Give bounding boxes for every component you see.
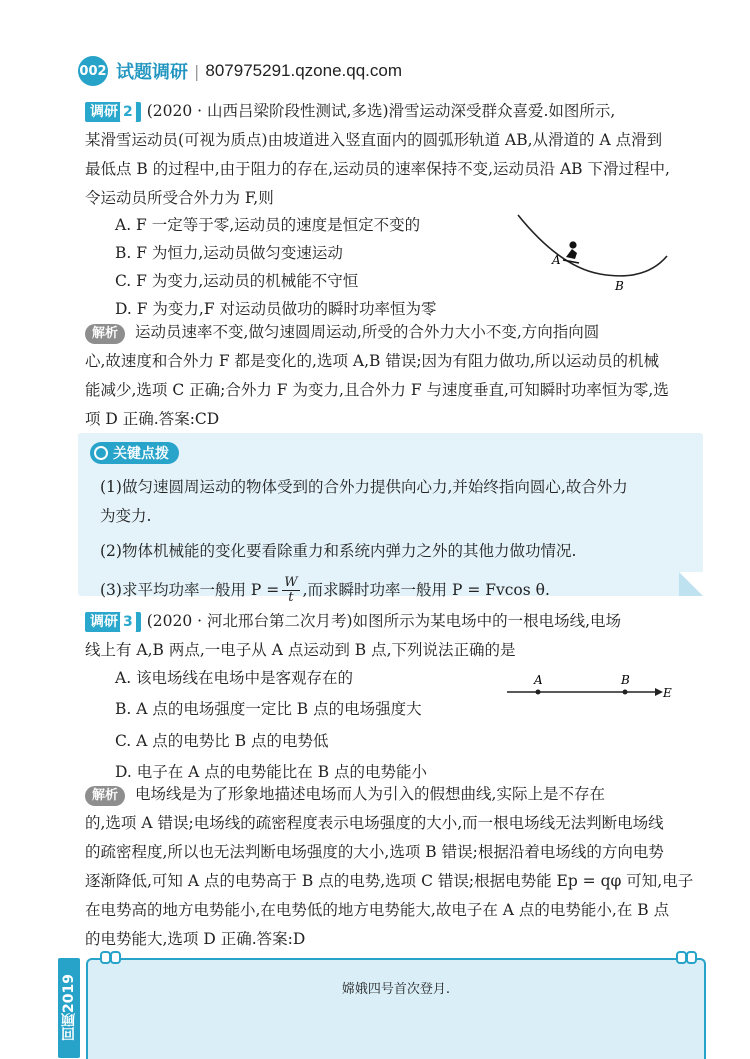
- field-label-a: A: [534, 673, 543, 687]
- review-note-text: 嫦娥四号首次登月.: [341, 982, 451, 997]
- question-3-option-a: A. 该电场线在电场中是客观存在的: [115, 669, 354, 687]
- header-separator: |: [194, 61, 200, 81]
- analysis-line: 的疏密程度,所以也无法判断电场强度的大小,选项 B 错误;根据沿着电场线的方向电势: [85, 843, 664, 861]
- field-label-b: B: [621, 673, 630, 687]
- analysis-line: 在电势高的地方电势能小,在电势低的地方电势能大,故电子在 A 点的电势能小,在 B 点: [85, 901, 670, 919]
- question-3-line-1: (2020 · 河北邢台第二次月考)如图所示为某电场中的一根电场线,电场: [146, 612, 622, 630]
- question-2-stem: [85, 97, 675, 213]
- analysis-line: 能减少,选项 C 正确;合外力 F 为变力,且合外力 F 与速度垂直,可知瞬时功率恒为零,选: [85, 381, 669, 399]
- field-line-figure: [505, 670, 675, 704]
- binder-ring: [110, 951, 121, 964]
- key-points-content: [100, 473, 680, 605]
- point-a-dot: [536, 690, 541, 695]
- analysis-label: 解析: [85, 786, 125, 806]
- question-3-line-2: 线上有 A,B 两点,一电子从 A 点运动到 B 点,下列说法正确的是: [85, 641, 516, 659]
- review-note-box: [86, 958, 706, 1059]
- key-point-line: (2)物体机械能的变化要看除重力和系统内弹力之外的其他力做功情况.: [100, 542, 577, 560]
- analysis-line: 心,故速度和合外力 F 都是变化的,选项 A,B 错误;因为有阻力做功,所以运动员的机械: [85, 352, 659, 370]
- analysis-line: 运动员速率不变,做匀速圆周运动,所受的合外力大小不变,方向指向圆: [135, 323, 600, 341]
- question-3-option-d: D. 电子在 A 点的电势能比在 B 点的电势能小: [115, 763, 428, 781]
- question-2-line-2: 某滑雪运动员(可视为质点)由坡道进入竖直面内的圆弧形轨道 AB,从滑道的 A 点滑到: [85, 131, 663, 149]
- question-2-line-3: 最低点 B 的过程中,由于阻力的存在,运动员的速率保持不变,运动员沿 AB 下滑过程中,: [85, 160, 670, 178]
- header-url: 807975291.qzone.qq.com: [205, 61, 402, 80]
- page-fold-corner: [679, 572, 703, 596]
- question-3-tag: 调研 3: [85, 612, 141, 632]
- question-2-tag: 调研 2: [85, 102, 141, 122]
- formula-prefix: (3)求平均功率一般用 P =: [100, 581, 280, 599]
- analysis-line: 项 D 正确.答案:CD: [85, 410, 220, 428]
- key-point-line: (1)做匀速圆周运动的物体受到的合外力提供向心力,并始终指向圆心,故合外力: [100, 478, 628, 496]
- binder-ring: [686, 951, 697, 964]
- question-3-option-b: B. A 点的电场强度一定比 B 点的电场强度大: [115, 700, 422, 718]
- arc-track: [518, 215, 667, 276]
- question-3-stem: [85, 607, 675, 665]
- skier-icon: [563, 241, 579, 263]
- lightbulb-icon: [94, 446, 108, 460]
- analysis-label: 解析: [85, 324, 125, 344]
- question-3-option-c: C. A 点的电势比 B 点的电势低: [115, 732, 329, 750]
- page-number: 002: [78, 56, 108, 86]
- fraction-w-over-t: $\frac{W}{t}$: [284, 575, 298, 605]
- arrow-icon: [655, 688, 663, 696]
- question-2-option-b: B. F 为恒力,运动员做匀变速运动: [115, 244, 343, 262]
- question-2-option-d: D. F 为变力,F 对运动员做功的瞬时功率恒为零: [115, 300, 437, 318]
- header-title: 试题调研: [116, 62, 188, 83]
- question-3-analysis: [85, 780, 694, 954]
- question-2-option-a: A. F 一定等于零,运动员的速度是恒定不变的: [115, 216, 421, 234]
- key-points-title: 关键点拨: [90, 442, 179, 464]
- question-2-line-1: (2020 · 山西吕梁阶段性测试,多选)滑雪运动深受群众喜爱.如图所示,: [146, 102, 616, 120]
- key-point-line: 为变力.: [100, 507, 152, 525]
- field-label-e: E: [663, 686, 672, 700]
- analysis-line: 的,选项 A 错误;电场线的疏密程度表示电场强度的大小,而一根电场线无法判断电场线: [85, 814, 664, 832]
- figure-label-a: A: [552, 253, 561, 267]
- question-2-line-4: 令运动员所受合外力为 F,则: [85, 189, 274, 207]
- page-header: [78, 56, 402, 86]
- side-tab-review: 回顾2019: [58, 958, 80, 1058]
- formula-suffix: ,而求瞬时功率一般用 P = Fvcos θ.: [302, 581, 550, 599]
- question-2-option-c: C. F 为变力,运动员的机械能不守恒: [115, 272, 359, 290]
- analysis-line: 电场线是为了形象地描述电场而人为引入的假想曲线,实际上是不存在: [135, 785, 605, 803]
- key-point-formula-line: [100, 576, 680, 605]
- question-2-analysis: [85, 318, 675, 434]
- skier-arc-figure: [515, 212, 675, 297]
- point-b-dot: [623, 690, 628, 695]
- figure-label-b: B: [615, 279, 624, 293]
- analysis-line: 的电势能大,选项 D 正确.答案:D: [85, 930, 306, 948]
- analysis-line: 逐渐降低,可知 A 点的电势高于 B 点的电势,选项 C 错误;根据电势能 Ep = qφ 可知,电子: [85, 872, 694, 890]
